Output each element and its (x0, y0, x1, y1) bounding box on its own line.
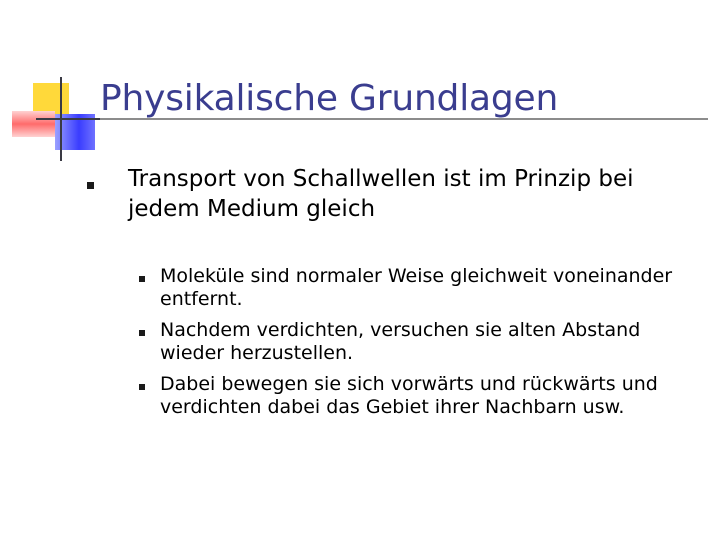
logo-horizontal-line (36, 118, 100, 120)
logo-vertical-line (60, 77, 62, 161)
bullet-marker (87, 182, 94, 189)
sub-bullet-marker (139, 276, 145, 282)
slide-title: Physikalische Grundlagen (100, 78, 559, 119)
sub-bullet-marker (139, 384, 145, 390)
sub-bullet-text: Nachdem verdichten, versuchen sie alten Abstand wieder herzustellen. (160, 319, 641, 364)
bullet-text: Transport von Schallwellen ist im Prinzip bei jedem Medium gleich (128, 166, 634, 222)
sub-bullet-marker (139, 330, 145, 336)
sub-bullet-text: Dabei bewegen sie sich vorwärts und rückwärts und verdichten dabei das Gebiet ihrer Nachbarn usw. (160, 373, 658, 418)
sub-bullet-text: Moleküle sind normaler Weise gleichweit voneinander entfernt. (160, 265, 673, 310)
logo-red-square (12, 111, 55, 137)
